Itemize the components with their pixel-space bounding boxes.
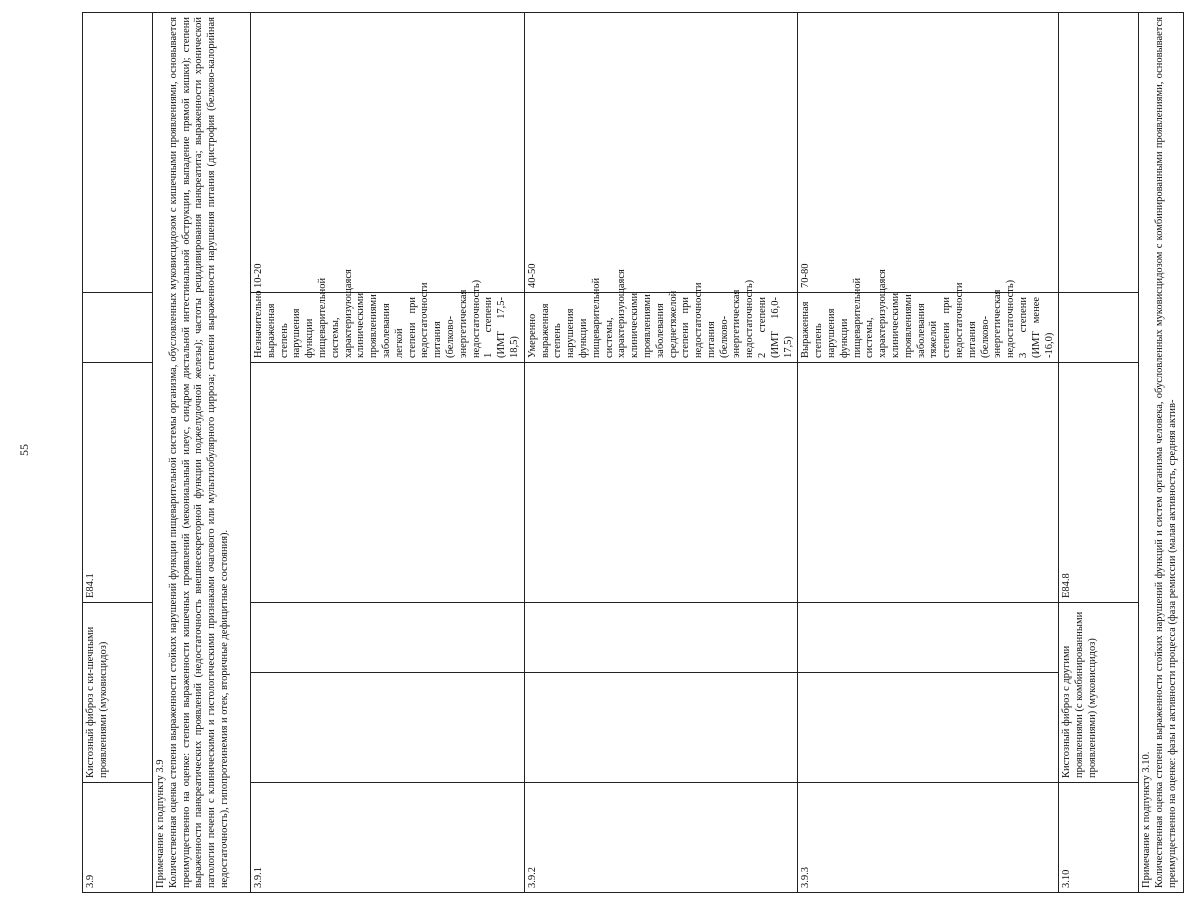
note-row [153,12,251,892]
icd-code: E84.1 [83,362,153,602]
row-number: 3.9 [83,783,153,893]
page-number: 55 [17,444,31,456]
note-3-10 [1139,12,1184,892]
empty-cell [1059,292,1139,362]
empty-cell [524,362,798,602]
score-range: 70-80 [798,12,1059,292]
row-number: 3.9.2 [524,783,798,893]
empty-cell [83,292,153,362]
table-row [1059,12,1139,892]
empty-cell [524,602,798,672]
empty-cell [524,673,798,783]
note-heading: Примечание к подпункту 3.10. [1141,751,1153,888]
empty-cell [251,673,525,783]
severity-description: Умеренно выраженная степень нарушения функции пищеварительной системы, характеризующаяся клиническими проявлениями заболевания среднетяжелой степени при недостаточности питания (белково-энергетическая недостаточность) 2 степени (ИМТ 16,0-17,5) [524,292,798,362]
empty-cell [1059,12,1139,292]
table-row [798,12,1059,892]
disease-name: Кистозный фиброз с другими проявлениями (с комбинированными проявлениями) (муковисцидоз) [1059,602,1139,782]
note-row [1139,12,1184,892]
disease-table [82,12,1184,893]
note-text: Количественная оценка степени выраженности стойких нарушений функций и систем организма человека, обусловленных муковисцидозом с комбинированными проявлениями, основывается преимущественно на оценке: фазы и активности процесса (фаза ремиссии (малая активность, средняя актив- [1154,16,1178,888]
note-text: Количественная оценка степени выраженности стойких нарушений функции пищеварительной системы организма, обусловленных муковисцидозом с кишечными проявлениями, основывается преимущественно на оценке: степени выраженности кишечных проявлений (мекониальный илеус, синдром дистальной интестинальной обструкции, выпадение прямой кишки); степени выраженности панкреатических проявлений (недостаточность внешнесекреторной функции поджелудочной железы); частоты рецидивирования панкреатита; выраженности хронической патологии печени с клиническими и гистологическими признаками очагового или мультилобулярного цирроза; степени выраженности нарушения питания (дистрофия (белково-калорийная недостаточность), гипопротеинемия и отек, вторичные дефицитные состояния). [167,16,230,888]
note-heading: Примечание к подпункту 3.9 [155,759,166,888]
table-row [524,12,798,892]
severity-description: Выраженная степень нарушения функции пищеварительной системы, характеризующаяся клиническими проявлениями заболевания тяжелой степени при недостаточности питания (белково-энергетическая недостаточность) 3 степени (ИМТ менее -16,0) [798,292,1059,362]
disease-name: Кистозный фиброз с ки-шечными проявлениями (муковисцидоз) [83,602,153,782]
row-number: 3.9.1 [251,783,525,893]
row-number: 3.10 [1059,783,1139,893]
rotated-table-sheet [82,13,1178,893]
row-number: 3.9.3 [798,783,1059,893]
empty-cell [798,673,1059,783]
note-3-9 [153,12,251,892]
empty-cell [251,362,525,602]
score-range: 10-20 [251,12,525,292]
empty-cell [798,362,1059,602]
icd-code: E84.8 [1059,362,1139,602]
empty-cell [83,12,153,292]
empty-cell [251,602,525,672]
severity-description: Незначительно выраженная степень нарушения функции пищеварительной системы, характеризующаяся клиническими проявлениями заболевания легкой степени при недостаточности питания (белково-энергетическая недостаточность) 1 степени (ИМТ 17,5-18,5) [251,292,525,362]
empty-cell [798,602,1059,672]
table-row [251,12,525,892]
score-range: 40-50 [524,12,798,292]
table-row [83,12,153,892]
